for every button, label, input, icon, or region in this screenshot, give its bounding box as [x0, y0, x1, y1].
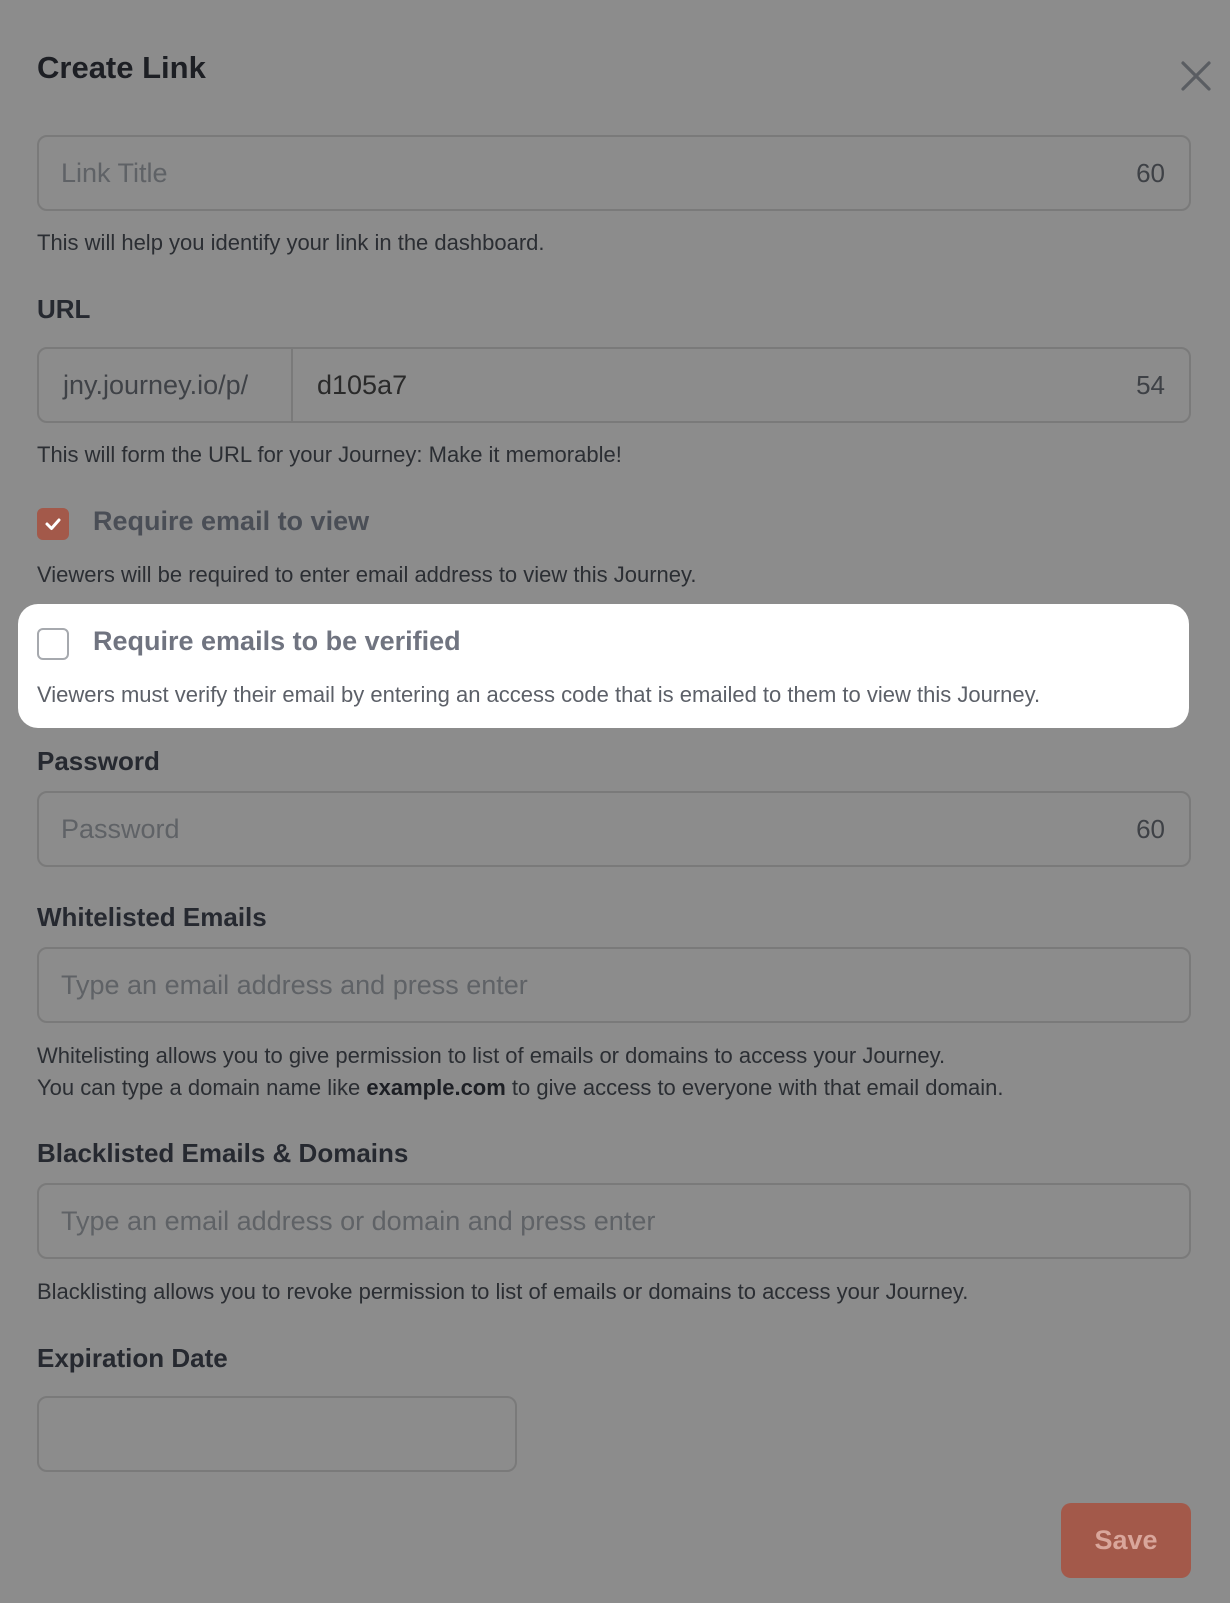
whitelist-help-text: to give access to everyone with that email domain. [505, 1075, 1004, 1100]
close-icon[interactable] [1178, 58, 1214, 94]
whitelist-label: Whitelisted Emails [37, 902, 267, 932]
require-email-help: Viewers will be required to enter email address to view this Journey. [37, 562, 697, 587]
link-title-help: This will help you identify your link in the dashboard. [37, 230, 545, 255]
link-title-input[interactable] [39, 137, 1189, 209]
url-counter: 54 [1136, 369, 1165, 400]
expiration-label: Expiration Date [37, 1343, 228, 1373]
whitelist-help-line2 [37, 1075, 1004, 1101]
link-title-field[interactable] [37, 135, 1191, 211]
save-button[interactable]: Save [1061, 1503, 1191, 1578]
verify-email-highlight [18, 604, 1189, 728]
url-field[interactable] [37, 347, 1191, 423]
require-email-label[interactable]: Require email to view [93, 506, 370, 536]
blacklist-input[interactable] [39, 1185, 1189, 1257]
whitelist-help-line1: Whitelisting allows you to give permission to list of emails or domains to access your Journey. [37, 1043, 946, 1068]
url-label: URL [37, 294, 91, 324]
password-label: Password [37, 746, 160, 776]
whitelist-example-domain: example.com [366, 1075, 506, 1100]
expiration-date-input[interactable] [37, 1396, 517, 1472]
blacklist-help: Blacklisting allows you to revoke permission to list of emails or domains to access your Journey. [37, 1279, 969, 1304]
require-verified-checkbox[interactable] [37, 628, 69, 660]
whitelist-help-text: You can type a domain name like [37, 1075, 367, 1100]
link-title-counter: 60 [1136, 157, 1165, 188]
require-email-checkbox[interactable] [37, 508, 69, 540]
url-prefix: jny.journey.io/p/ [39, 349, 293, 421]
blacklist-field[interactable] [37, 1183, 1191, 1259]
blacklist-label: Blacklisted Emails & Domains [37, 1138, 409, 1168]
url-help: This will form the URL for your Journey: Make it memorable! [37, 442, 622, 467]
password-counter: 60 [1136, 813, 1165, 844]
require-verified-label[interactable]: Require emails to be verified [93, 626, 461, 656]
whitelist-input[interactable] [39, 949, 1189, 1021]
whitelist-field[interactable] [37, 947, 1191, 1023]
checkmark-icon [39, 510, 67, 538]
url-slug-input[interactable] [293, 349, 1189, 421]
password-field[interactable] [37, 791, 1191, 867]
password-input[interactable] [39, 793, 1189, 865]
require-verified-help: Viewers must verify their email by entering an access code that is emailed to them to view this Journey. [37, 682, 1041, 707]
dialog-title: Create Link [37, 50, 206, 85]
